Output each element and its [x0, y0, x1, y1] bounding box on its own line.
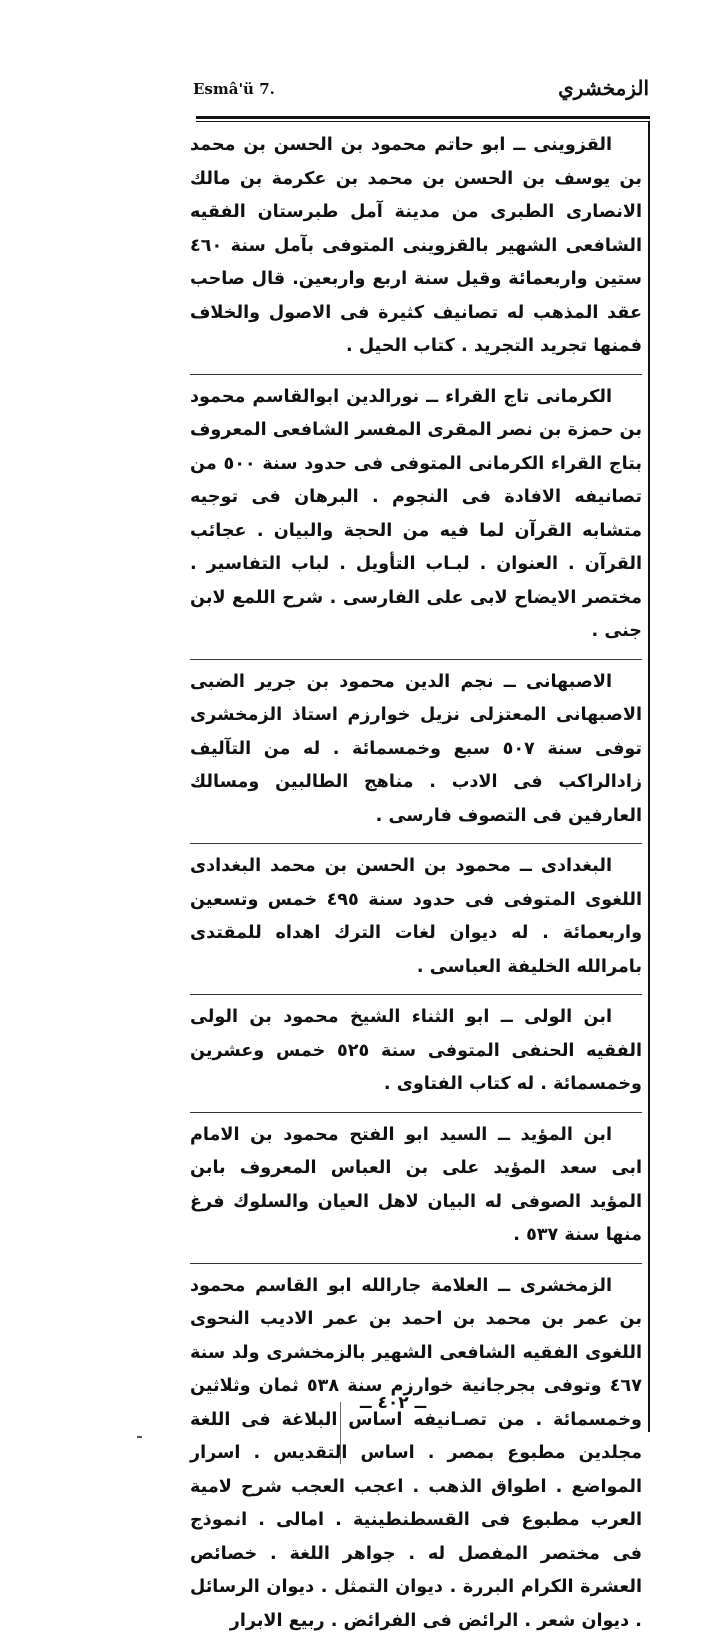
scan-mark-line: [340, 1402, 341, 1464]
column-rule: [648, 122, 650, 1432]
entry-ibn-al-muayyad: [190, 1113, 642, 1264]
entry-text: ابن المؤيد ــ السيد ابو الفتح محمود بن الامام ابى سعد المؤيد على بن العباس المعروف بابن المؤيد الصوفى له البيان لاهل العيان والسلوك فرغ منها سنة ٥٣٧ .: [190, 1119, 642, 1253]
entry-text: القزوينى ــ ابو حاتم محمود بن الحسن بن محمد بن يوسف بن الحسن بن محمد بن عكرمة بن مالك الانصارى الطبرى من مدينة آمل طبرستان الفقيه الشافعى الشهير بالقزوينى المتوفى بآمل سنة ٤٦٠ ستين واربعمائة وقيل سنة اربع واربعين. قال صاحب عقد المذهب له تصانيف كثيرة فى الاصول والخلاف فمنها تجريد التجريد . كتاب الحيل .: [190, 129, 642, 364]
entry-baghdadi: [190, 844, 642, 995]
entry-text: الزمخشرى ــ العلامة جارالله ابو القاسم محمود بن عمر بن محمد بن احمد بن عمر الاديب النحوى اللغوى الفقيه الشافعى الشهير بالزمخشرى ولد سنة ٤٦٧ وتوفى بجرجانية خوارزم سنة ٥٣٨ ثمان وثلاثين وخمسمائة . من تصـانيفه اساس البلاغة فى اللغة مجلدين مطبوع بمصر . اساس التقديس . اسرار المواضع . اطواق الذهب . اعجب العجب شرح لامية العرب مطبوع فى القسطنطينية . امالى . انموذج فى مختصر المفصل له . جواهر اللغة . خصائص العشرة الكرام البررة . ديوان التمثل . ديوان الرسائل . ديوان شعر . الرائض فى الفرائض . ربيع الابرار: [190, 1270, 642, 1639]
page-header: [193, 74, 649, 108]
entry-kirmani: [190, 375, 642, 660]
header-rule-thin: [196, 121, 650, 122]
entry-text: البغدادى ــ محمود بن الحسن بن محمد البغدادى اللغوى المتوفى فى حدود سنة ٤٩٥ خمس وتسعين واربعمائة . له ديوان لغات الترك اهداه للمقتدى بامرالله الخليفة العباسى .: [190, 850, 642, 984]
entry-text: ابن الولى ــ ابو الثناء الشيخ محمود بن الولى الفقيه الحنفى المتوفى سنة ٥٢٥ خمس وعشرين وخمسمائة . له كتاب الفتاوى .: [190, 1001, 642, 1102]
entry-text: الكرمانى تاج القراء ــ نورالدين ابوالقاسم محمود بن حمزة بن نصر المقرى المفسر الشافعى المعروف بتاج القراء الكرمانى المتوفى فى حدود سنة ٥٠٠ من تصانيفه الافادة فى النجوم . البرهان فى توجيه متشابه القرآن لما فيه من الحجة والبيان . عجائب القرآن . العنوان . لبـاب التأويل . لباب التفاسير . مختصر الايضاح لابى على الفارسى . شرح اللمع لابن جنى .: [190, 381, 642, 649]
scan-mark-dot: [137, 1436, 142, 1438]
running-title: الزمخشري: [558, 76, 649, 100]
entry-ibn-al-wali: [190, 995, 642, 1113]
entry-isbahani: [190, 660, 642, 845]
entry-qazwini: [190, 123, 642, 375]
entries-column: [190, 123, 642, 1648]
header-rule-thick: [196, 116, 650, 119]
page-number: ــ ٤٠٢ ــ: [360, 1393, 426, 1413]
entry-zamakhshari: [190, 1264, 642, 1648]
entry-text: الاصبهانى ــ نجم الدين محمود بن جرير الضبى الاصبهانى المعتزلى نزيل خوارزم استاذ الزمخشرى توفى سنة ٥٠٧ سبع وخمسمائة . له من التآليف زادالراكب فى الادب . مناهج الطالبين ومسالك العارفين فى التصوف فارسى .: [190, 666, 642, 834]
source-label: Esmâ'ü 7.: [193, 80, 275, 98]
